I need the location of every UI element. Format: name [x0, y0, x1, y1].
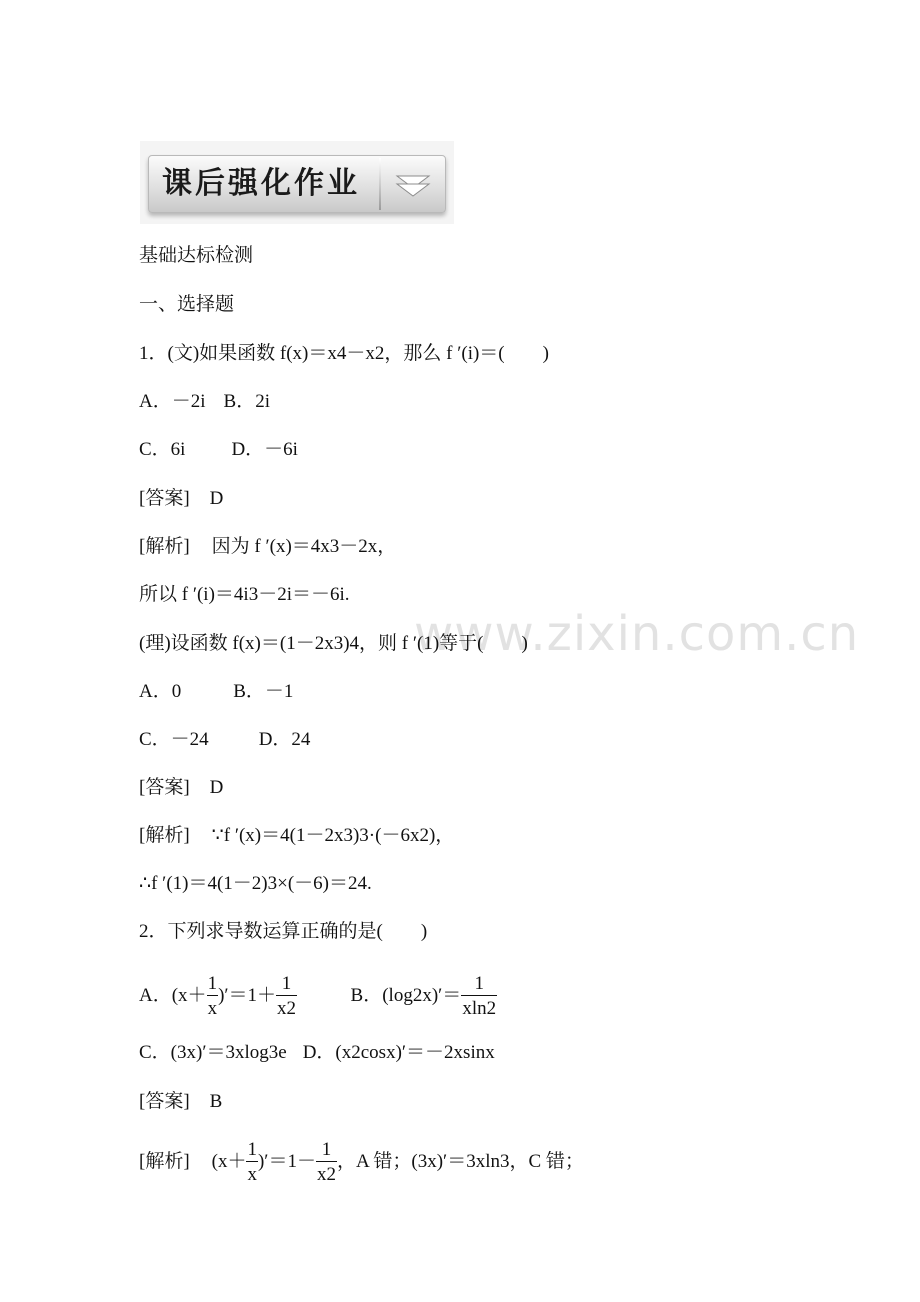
answer-label: [答案] — [139, 488, 190, 509]
q2-option-d: D．(x2cosx)′＝－2xsinx — [302, 1042, 495, 1063]
q1-li-option-d: D．24 — [258, 729, 311, 750]
q1-li-option-b: B．－1 — [233, 681, 294, 702]
q1-li-analysis-cont: ∴f ′(1)＝4(1－2)3×(－6)＝24. — [139, 873, 372, 894]
answer-label: [答案] — [139, 1091, 190, 1112]
q1-analysis — [139, 535, 396, 559]
q1-option-c: C．6i — [139, 439, 186, 460]
q2-options-ab — [139, 970, 497, 1022]
q2-stem: 2．下列求导数运算正确的是( ) — [139, 921, 428, 942]
section-heading: 基础达标检测 — [139, 245, 254, 266]
part-heading: 一、选择题 — [139, 294, 235, 315]
fraction: $\frac{1}{x}$ — [207, 972, 218, 1019]
fraction: $\frac{1}{x}$ — [247, 1138, 257, 1185]
q1-option-d: D．－6i — [231, 439, 298, 460]
q1-li-answer — [139, 776, 223, 800]
q2-options-cd — [139, 1041, 495, 1065]
q2-option-b: B．(log2x)′＝ $\frac{1}{xln2}$ — [350, 972, 497, 1019]
q1-stem-li: (理)设函数 f(x)＝(1－2x3)4，则 f ′(1)等于( ) — [139, 633, 528, 654]
q1-option-b: B．2i — [223, 391, 270, 412]
banner-title: 课后强化作业 — [162, 166, 360, 201]
q1-li-option-a: A．0 — [139, 681, 182, 702]
q2-answer — [139, 1090, 222, 1114]
fraction: $\frac{1}{x2}$ — [316, 1138, 336, 1185]
q1-li-analysis — [139, 824, 454, 848]
q1-options-cd — [139, 438, 298, 462]
analysis-text: 因为 f ′(x)＝4x3－2x， — [211, 536, 397, 557]
answer-value: D — [209, 777, 224, 798]
fraction: $\frac{1}{xln2}$ — [462, 972, 497, 1019]
q1-option-a: A．－2i — [139, 391, 206, 412]
q2-analysis: [解析] (x＋ $\frac{1}{x}$ )′＝1－ $\frac{1}{x2}$ ，A 错；(3x)′＝3xln3，C 错； — [139, 1138, 584, 1185]
q1-stem-wen: 1．(文)如果函数 f(x)＝x4－x2，那么 f ′(i)＝( ) — [139, 343, 549, 364]
analysis-text: ∵f ′(x)＝4(1－2x3)3·(－6x2)， — [211, 825, 455, 846]
section-banner — [140, 141, 454, 224]
q2-option-c: C．(3x)′＝3xlog3e — [139, 1042, 287, 1063]
fraction: $\frac{1}{x2}$ — [277, 972, 297, 1019]
watermark: www.zixin.com.cn — [414, 606, 860, 662]
q1-li-option-c: C．－24 — [139, 729, 209, 750]
analysis-label: [解析] — [139, 536, 190, 557]
q1-li-options-cd — [139, 728, 310, 752]
banner-bar — [148, 155, 446, 213]
answer-value: D — [209, 488, 224, 509]
q1-li-options-ab — [139, 680, 293, 704]
chevron-down-icon — [383, 158, 443, 210]
banner-divider — [379, 158, 381, 210]
q1-answer — [139, 487, 223, 511]
q1-analysis-cont: 所以 f ′(i)＝4i3－2i＝－6i. — [139, 584, 350, 605]
answer-value: B — [209, 1091, 223, 1112]
q2-option-a: A．(x＋ $\frac{1}{x}$ )′＝1＋ $\frac{1}{x2}$ — [139, 972, 297, 1019]
analysis-label: [解析] — [139, 825, 190, 846]
analysis-label: [解析] — [139, 1151, 190, 1172]
answer-label: [答案] — [139, 777, 190, 798]
q1-options-ab — [139, 390, 270, 414]
